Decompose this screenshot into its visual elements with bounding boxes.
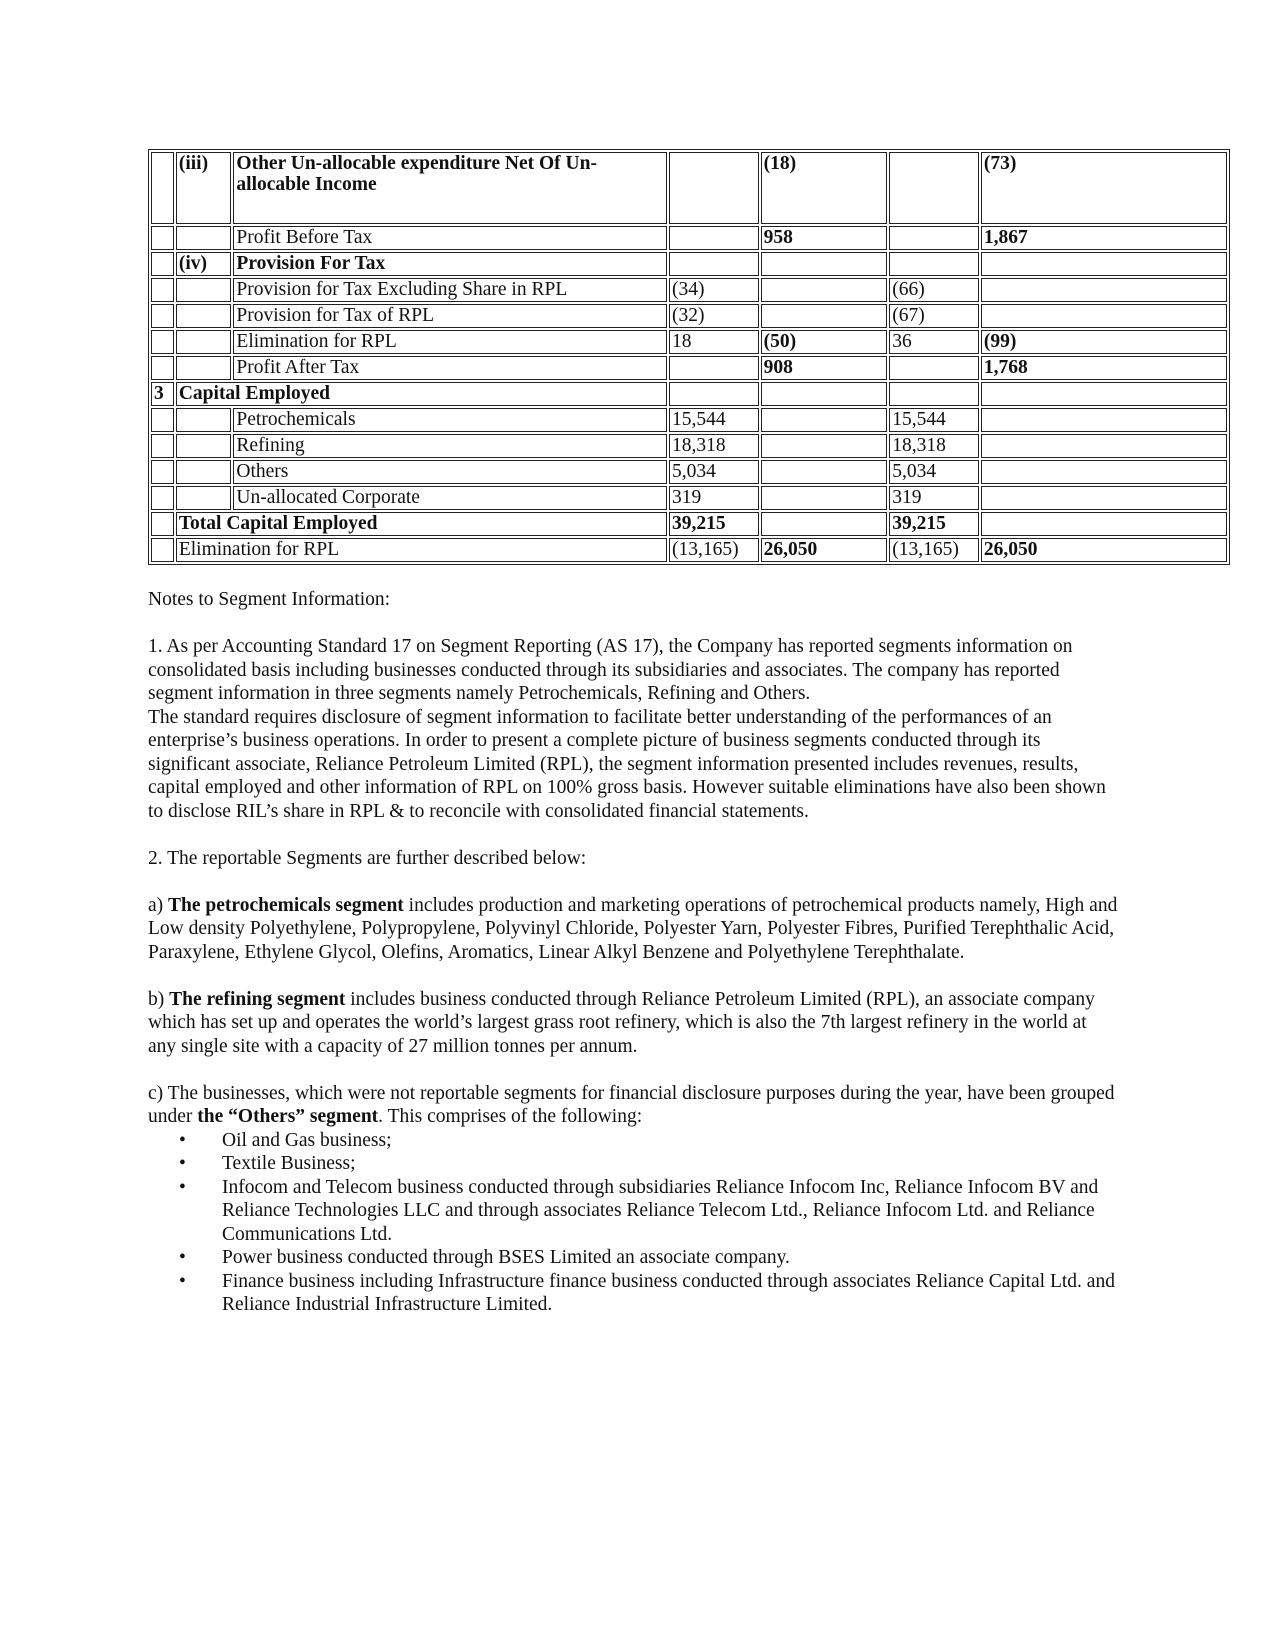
value-cell-4: 26,050 <box>981 538 1227 562</box>
row-label-cell: Total Capital Employed <box>176 512 667 536</box>
value-cell-4 <box>981 304 1227 328</box>
note-2: 2. The reportable Segments are further described below: <box>148 847 587 869</box>
value-cell-2 <box>761 304 888 328</box>
others-segment-list <box>148 1129 1118 1317</box>
value-cell-1 <box>669 252 759 276</box>
note-b-bold: The refining segment <box>169 988 346 1010</box>
value-cell-4 <box>981 278 1227 302</box>
value-cell-2: (18) <box>761 152 888 224</box>
row-number-cell <box>151 356 174 380</box>
value-cell-3 <box>889 226 979 250</box>
bullet-icon: • <box>179 1270 186 1292</box>
value-cell-1 <box>669 382 759 406</box>
value-cell-4 <box>981 252 1227 276</box>
value-cell-4: 1,867 <box>981 226 1227 250</box>
value-cell-3: (13,165) <box>889 538 979 562</box>
value-cell-2 <box>761 486 888 510</box>
row-label-cell: Refining <box>233 434 667 458</box>
value-cell-3: 15,544 <box>889 408 979 432</box>
value-cell-1: (13,165) <box>669 538 759 562</box>
list-item-text: Infocom and Telecom business conducted through subsidiaries Reliance Infocom Inc, Reliance Infocom BV and Reliance Technologies LLC and through associates Reliance Telecom Ltd., Reliance Infocom Ltd. and Reliance Communications Ltd. <box>222 1176 1099 1245</box>
note-a-text: includes production and marketing operations of petrochemical products namely, High and Low density Polyethylene, Polypropylene, Polyvinyl Chloride, Polyester Yarn, Polyester Fibres, Purified Terephthalic Acid, Paraxylene, Ethylene Glycol, Olefins, Aromatics, Linear Alkyl Benzene and Polyethylene Terephthalate. <box>148 894 1118 963</box>
value-cell-2 <box>761 460 888 484</box>
segment-notes <box>148 588 1118 1317</box>
value-cell-1: 5,034 <box>669 460 759 484</box>
value-cell-3: 36 <box>889 330 979 354</box>
value-cell-1: 39,215 <box>669 512 759 536</box>
value-cell-4 <box>981 408 1227 432</box>
table-row <box>151 434 1227 458</box>
note-c <box>148 1082 1118 1129</box>
value-cell-4 <box>981 512 1227 536</box>
value-cell-4: (73) <box>981 152 1227 224</box>
value-cell-3: 319 <box>889 486 979 510</box>
row-index-cell <box>176 278 232 302</box>
table-row <box>151 252 1227 276</box>
list-item <box>179 1176 1118 1247</box>
note-a-bold: The petrochemicals segment <box>168 894 404 916</box>
segment-table-body <box>151 152 1227 562</box>
note-c-text-2: . This comprises of the following: <box>378 1106 643 1127</box>
value-cell-2: 908 <box>761 356 888 380</box>
row-label-cell: Other Un-allocable expenditure Net Of Un-allocable Income <box>233 152 667 224</box>
row-number-cell <box>151 408 174 432</box>
row-index-cell <box>176 226 232 250</box>
value-cell-1: 319 <box>669 486 759 510</box>
value-cell-2 <box>761 252 888 276</box>
row-number-cell <box>151 512 174 536</box>
row-index-cell <box>176 408 232 432</box>
note-a <box>148 894 1118 965</box>
table-row <box>151 356 1227 380</box>
value-cell-3: (67) <box>889 304 979 328</box>
row-number-cell <box>151 304 174 328</box>
value-cell-1: 18 <box>669 330 759 354</box>
value-cell-1 <box>669 226 759 250</box>
table-row <box>151 512 1227 536</box>
row-label-cell: Petrochemicals <box>233 408 667 432</box>
value-cell-2 <box>761 434 888 458</box>
value-cell-4: (99) <box>981 330 1227 354</box>
value-cell-2: (50) <box>761 330 888 354</box>
row-label-cell: Provision for Tax Excluding Share in RPL <box>233 278 667 302</box>
row-label-cell: Profit Before Tax <box>233 226 667 250</box>
row-index-cell <box>176 486 232 510</box>
row-index-cell <box>176 304 232 328</box>
table-row <box>151 278 1227 302</box>
row-index-cell <box>176 356 232 380</box>
value-cell-2: 958 <box>761 226 888 250</box>
row-label-cell: Capital Employed <box>176 382 667 406</box>
value-cell-2 <box>761 382 888 406</box>
table-row <box>151 486 1227 510</box>
list-item <box>179 1270 1118 1317</box>
row-number-cell <box>151 226 174 250</box>
note-1-paragraph-2: The standard requires disclosure of segment information to facilitate better understanding of the performances of an enterprise’s business operations. In order to present a complete picture of business segments conducted through its significant associate, Reliance Petroleum Limited (RPL), the segment information presented includes revenues, results, capital employed and other information of RPL on 100% gross basis. However suitable eliminations have also been shown to disclose RIL’s share in RPL & to reconcile with consolidated financial statements. <box>148 706 1106 822</box>
value-cell-1: 15,544 <box>669 408 759 432</box>
value-cell-4 <box>981 460 1227 484</box>
list-item-text: Oil and Gas business; <box>222 1129 392 1151</box>
list-item <box>179 1129 1118 1153</box>
row-index-cell <box>176 434 232 458</box>
value-cell-4 <box>981 382 1227 406</box>
value-cell-2 <box>761 278 888 302</box>
value-cell-3: 5,034 <box>889 460 979 484</box>
row-number-cell <box>151 278 174 302</box>
table-row <box>151 304 1227 328</box>
row-label-cell: Profit After Tax <box>233 356 667 380</box>
row-label-cell: Provision For Tax <box>233 252 667 276</box>
bullet-icon: • <box>179 1153 186 1174</box>
row-number-cell <box>151 252 174 276</box>
row-number-cell: 3 <box>151 382 174 406</box>
row-label-cell: Elimination for RPL <box>233 330 667 354</box>
segment-table <box>148 149 1230 565</box>
note-b-text: includes business conducted through Reliance Petroleum Limited (RPL), an associate company which has set up and operates the world’s largest grass root refinery, which is also the 7th largest refinery in the world at any single site with a capacity of 27 million tonnes per annum. <box>148 988 1095 1057</box>
value-cell-1 <box>669 152 759 224</box>
row-number-cell <box>151 538 174 562</box>
value-cell-1 <box>669 356 759 380</box>
row-index-cell <box>176 330 232 354</box>
table-row <box>151 538 1227 562</box>
value-cell-2 <box>761 408 888 432</box>
row-label-cell: Un-allocated Corporate <box>233 486 667 510</box>
value-cell-4 <box>981 486 1227 510</box>
value-cell-3: 39,215 <box>889 512 979 536</box>
table-row <box>151 226 1227 250</box>
row-number-cell <box>151 152 174 224</box>
value-cell-1: 18,318 <box>669 434 759 458</box>
value-cell-1: (34) <box>669 278 759 302</box>
note-a-prefix: a) <box>148 894 169 916</box>
row-index-cell: (iv) <box>176 252 232 276</box>
table-row <box>151 330 1227 354</box>
row-index-cell <box>176 460 232 484</box>
row-number-cell <box>151 486 174 510</box>
table-row <box>151 152 1227 224</box>
list-item <box>179 1152 1118 1176</box>
value-cell-3: 18,318 <box>889 434 979 458</box>
row-index-cell: (iii) <box>176 152 232 224</box>
note-b-prefix: b) <box>148 988 170 1010</box>
row-label-cell: Others <box>233 460 667 484</box>
bullet-icon: • <box>179 1247 186 1268</box>
value-cell-3 <box>889 382 979 406</box>
list-item-text: Textile Business; <box>222 1153 356 1174</box>
list-item-text: Power business conducted through BSES Limited an associate company. <box>222 1247 790 1268</box>
row-number-cell <box>151 434 174 458</box>
row-number-cell <box>151 330 174 354</box>
value-cell-2 <box>761 512 888 536</box>
table-row <box>151 382 1227 406</box>
bullet-icon: • <box>179 1176 186 1198</box>
note-c-text-1: c) The businesses, which were not reportable segments for financial disclosure purposes during the year, have been grouped under <box>148 1082 1115 1127</box>
note-b <box>148 988 1118 1059</box>
list-item <box>179 1246 1118 1270</box>
note-1-paragraph-1: 1. As per Accounting Standard 17 on Segment Reporting (AS 17), the Company has reported segments information on consolidated basis including businesses conducted through its subsidiaries and associates. The company has reported segment information in three segments namely Petrochemicals, Refining and Others. <box>148 636 1073 704</box>
value-cell-1: (32) <box>669 304 759 328</box>
value-cell-4 <box>981 434 1227 458</box>
notes-heading: Notes to Segment Information: <box>148 589 391 610</box>
table-row <box>151 460 1227 484</box>
value-cell-3 <box>889 356 979 380</box>
value-cell-2: 26,050 <box>761 538 888 562</box>
value-cell-4: 1,768 <box>981 356 1227 380</box>
table-row <box>151 408 1227 432</box>
list-item-text: Finance business including Infrastructure finance business conducted through associates Reliance Capital Ltd. and Reliance Industrial Infrastructure Limited. <box>222 1270 1115 1315</box>
bullet-icon: • <box>179 1129 186 1151</box>
value-cell-3 <box>889 252 979 276</box>
value-cell-3: (66) <box>889 278 979 302</box>
value-cell-3 <box>889 152 979 224</box>
row-label-cell: Elimination for RPL <box>176 538 667 562</box>
row-number-cell <box>151 460 174 484</box>
note-c-bold: the “Others” segment <box>197 1106 379 1127</box>
row-label-cell: Provision for Tax of RPL <box>233 304 667 328</box>
